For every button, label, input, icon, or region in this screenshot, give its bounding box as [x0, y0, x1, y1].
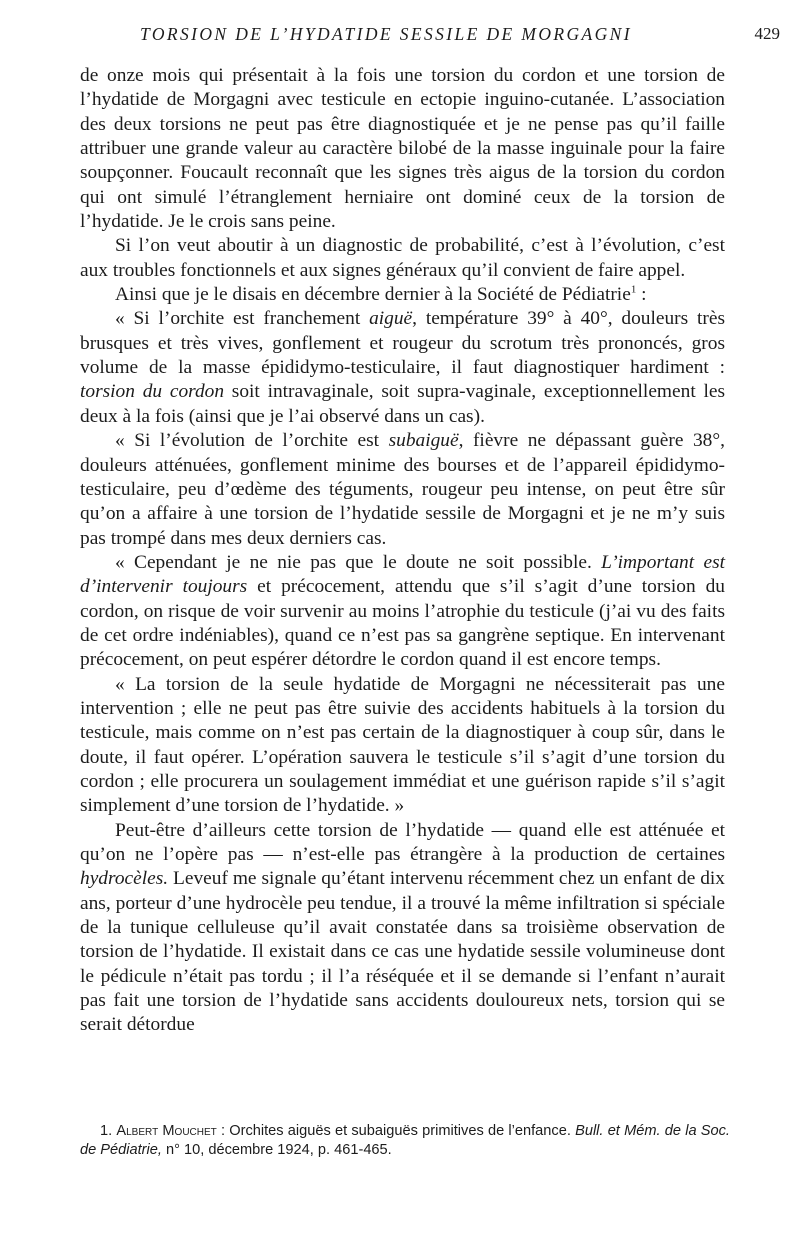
- paragraph-text: « La torsion de la seule hydatide de Morgagni ne nécessiterait pas une intervention ; elle ne peut pas être suivie des accidents habituels à la torsion du testicule, mais comme on n’est pas certain de la diagnostiquer à coup sûr, dans le doute, il faut opérer. L’opération sauvera le testicule s’il s’agit d’une torsion du cordon ; elle procurera un soulagement immédiat et une guérison rapide s’il s’agit simplement d’une torsion de l’hydatide. »: [80, 673, 725, 817]
- paragraph-text: et précocement, attendu que s’il s’agit d’une torsion du cordon, on risque de voir survenir au moins l’atrophie du testicule (j’ai vu des faits de cet ordre indéniables), quand ce n’est pas sa gangrène septique. En intervenant précocement, on peut espérer détordre le cordon quand il est encore temps.: [80, 576, 725, 671]
- paragraph-text: , fièvre ne dépassant guère 38°, douleurs atténuées, gonflement minime des bourses et de l’appareil épididymo-testiculaire, peu d’œdème des téguments, rougeur peu intense, on peut être sûr qu’on a affaire à une torsion de l’hydatide sessile de Morgagni et je ne m’y suis pas trompé dans mes deux derniers cas.: [80, 430, 725, 549]
- paragraph: [80, 283, 725, 307]
- emphasis: aiguë: [369, 308, 413, 330]
- paragraph-text: Leveuf me signale qu’étant intervenu récemment chez un enfant de dix ans, porteur d’une hydrocèle peu tendue, il a trouvé la même infiltration si spéciale de la tunique celluleuse qu’il avait constatée dans sa troisième observation de torsion de l’hydatide. Il existait dans ce cas une hydatide sessile volumineuse dont le pédicule n’était pas tordu ; il l’a réséquée et il se demande si l’enfant n’aurait pas fait une torsion de l’hydatide sans accidents douloureux nets, torsion qui se serait détordue: [80, 868, 725, 1036]
- footnote-reference: 1: [630, 283, 637, 296]
- paragraph-text: de onze mois qui présentait à la fois une torsion du cordon et une torsion de l’hydatide de Morgagni avec testicule en ectopie inguino-cutanée. L’association des deux torsions ne peut pas être diagnostiquée et je ne pense pas qu’il faille attribuer une grande valeur au caractère bilobé de la masse inguinale pour la faire soupçonner. Foucault reconnaît que les signes très aigus de la torsion du cordon qui ont simulé l’étranglement herniaire ont dominé ceux de la torsion de l’hydatide. Je le crois sans peine.: [80, 65, 725, 233]
- paragraph: [80, 307, 725, 429]
- emphasis: L’important est d’intervenir toujours: [80, 551, 726, 598]
- footnote-author: Albert Mouchet: [116, 1123, 217, 1139]
- body-text: [80, 64, 725, 1038]
- footnote-text: : Orchites aiguës et subaiguës primitives de l’enfance.: [216, 1123, 576, 1139]
- footnote-number: 1.: [100, 1123, 113, 1139]
- paragraph-text: , température 39° à 40°, douleurs très brusques et très vives, gonflement et rougeur du scrotum très prononcés, gros volume de la masse épididymo-testiculaire, il faut diagnostiquer hardiment :: [80, 308, 725, 379]
- paragraph-text: :: [636, 284, 647, 306]
- page-number: 429: [754, 24, 780, 43]
- paragraph: [80, 551, 725, 673]
- emphasis: torsion du cordon: [80, 381, 225, 403]
- paragraph-text: « Cependant je ne nie pas que le doute ne soit possible.: [115, 551, 602, 573]
- paragraph: [80, 429, 725, 551]
- paragraph-text: « Si l’orchite est franchement: [115, 308, 370, 330]
- footnote: [80, 1122, 730, 1160]
- paragraph-text: Peut-être d’ailleurs cette torsion de l’hydatide — quand elle est atténuée et qu’on ne l’opère pas — n’est-elle pas étrangère à la production de certaines: [80, 819, 725, 865]
- paragraph-text: Ainsi que je le disais en décembre dernier à la Société de Pédiatrie: [115, 284, 631, 306]
- running-title: TORSION DE L’HYDATIDE SESSILE DE MORGAGNI: [140, 24, 632, 44]
- paragraph-text: « Si l’évolution de l’orchite est: [115, 430, 389, 452]
- paragraph-text: soit intravaginale, soit supra-vaginale, exceptionnellement les deux à la fois (ainsi que je l’ai observé dans un cas).: [80, 381, 725, 427]
- emphasis: subaiguë: [388, 430, 459, 452]
- footnote-journal: Bull. et Mém. de la Soc. de Pédiatrie,: [80, 1123, 730, 1158]
- paragraph-text: Si l’on veut aboutir à un diagnostic de probabilité, c’est à l’évolution, c’est aux troubles fonctionnels et aux signes généraux qu’il convient de faire appel.: [80, 235, 725, 281]
- emphasis: hydrocèles.: [80, 868, 169, 890]
- footnote-reference-detail: n° 10, décembre 1924, p. 461-465.: [161, 1142, 392, 1158]
- paragraph: [80, 64, 725, 234]
- paragraph: [80, 819, 725, 1038]
- paragraph: [80, 234, 725, 283]
- paragraph: [80, 673, 725, 819]
